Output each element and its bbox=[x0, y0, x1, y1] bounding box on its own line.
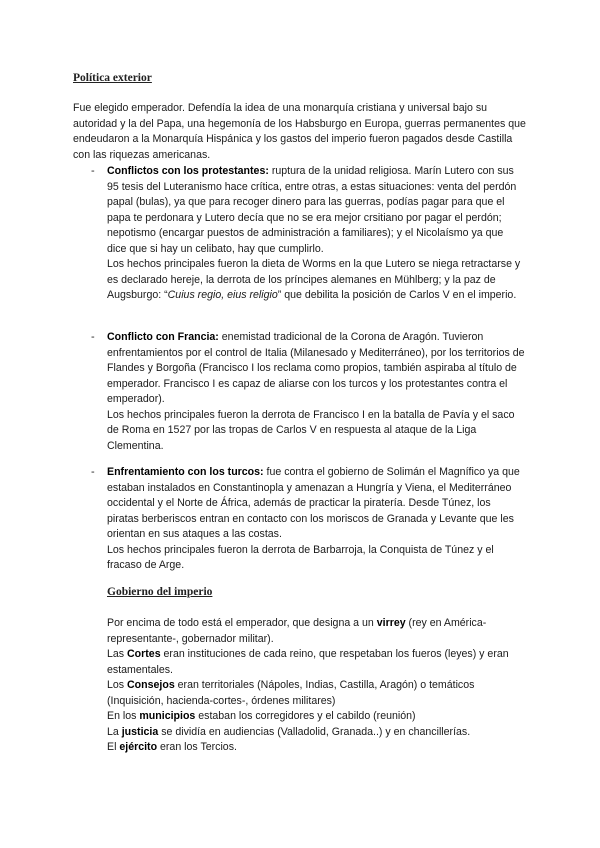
gobierno-text: eran instituciones de cada reino, que respetaban los fueros (leyes) y eran estamentales. bbox=[107, 648, 509, 676]
gobierno-text: La bbox=[107, 725, 122, 738]
intro-paragraph: Fue elegido emperador. Defendía la idea de una monarquía cristiana y universal bajo su autoridad y la del Papa, una hegemonía de los Habsburgo en Europa, guerras permanentes que endeudaron a la Monarquía Hispánica y los gastos del imperio fueron pagados desde Castilla con las riquezas americanas. bbox=[73, 102, 526, 161]
gobierno-text: Por encima de todo está el emperador, que designa a un bbox=[107, 617, 377, 629]
section-turcos bbox=[107, 465, 525, 574]
gobierno-text: Las bbox=[107, 648, 128, 660]
augsburgo-quote: Cuius regio, eius religio bbox=[167, 289, 278, 301]
francia-title: Conflicto con Francia: bbox=[107, 331, 219, 343]
francia-facts: Los hechos principales fueron la derrota de Francisco I en la batalla de Pavía y el saco de Roma en 1527 por las tropas de Carlos V en respuesta al ataque de la Liga Clementina. bbox=[107, 408, 515, 452]
francia-text: enemistad tradicional de la Corona de Aragón. Tuvieron enfrentamientos por el control de Italia (Milanesado y Mediterráneo), por los territorios de Flandes y Borgoña (Francisco I los reclama como propios, también aspiraba al título de emperador. Francisco I es capaz de aliarse con los turcos y los protestantes contra el emperador). bbox=[107, 331, 525, 405]
protestantes-title: Conflictos con los protestantes: bbox=[107, 165, 269, 177]
protestantes-facts-text: Los hechos principales fueron la dieta de Worms en la que Lutero se niega retractarse y es declarado hereje, la derrota de los príncipes alemanes en Mühlberg; y la paz de Augsburgo: “ bbox=[107, 258, 521, 301]
section-gobierno bbox=[107, 616, 525, 756]
protestantes-text: ruptura de la unidad religiosa. Marín Lutero con sus 95 tesis del Luteranismo hace crítica, entre otras, a estas situaciones: venta del perdón papal (bulas), ya que para recoger dinero para las guerras, podías pagar para que el papa te perdonara y Lutero decía que no se era mejor crsitiano por pagar el perdón; nepotismo (encargar puestos de administración a familiares); y el Nicolaísmo ya que dice que si hay un celibato, hay que cumplirlo. bbox=[107, 165, 517, 255]
term-consejos: Consejos bbox=[127, 679, 175, 691]
gobierno-justicia bbox=[107, 725, 525, 741]
gobierno-text: En los bbox=[107, 710, 140, 722]
gobierno-cortes bbox=[107, 647, 525, 678]
section-francia bbox=[107, 330, 525, 454]
term-ejercito: ejército bbox=[119, 741, 158, 753]
bullet-marker: - bbox=[91, 331, 95, 343]
term-municipios: municipios bbox=[139, 710, 196, 722]
turcos-paragraph bbox=[107, 465, 525, 543]
protestantes-facts bbox=[107, 257, 525, 304]
term-justicia: justicia bbox=[121, 725, 159, 738]
term-cortes: Cortes bbox=[127, 648, 161, 660]
bullet-marker: - bbox=[91, 466, 95, 478]
gobierno-text: Los bbox=[107, 679, 128, 691]
gobierno-municipios bbox=[107, 709, 525, 725]
gobierno-text: El bbox=[107, 741, 120, 753]
gobierno-text: eran los Tercios. bbox=[157, 741, 237, 753]
turcos-text: fue contra el gobierno de Solimán el Magnífico ya que estaban instalados en Constantinopla y amenazan a Hungría y Viena, el Mediterráneo occidental y el Norte de África, además de practicar la piratería. Desde Túnez, los piratas berberiscos entran en contacto con los moriscos de Granada y Levante que les orientan en sus ataques a las costas. bbox=[107, 466, 520, 540]
gobierno-text: estaban los corregidores y el cabildo (reunión) bbox=[195, 710, 416, 722]
gobierno-text: eran territoriales (Nápoles, Indias, Castilla, Aragón) o temáticos (Inquisición, hacienda-cortes-, órdenes militares) bbox=[107, 679, 475, 707]
term-virrey: virrey bbox=[376, 617, 406, 629]
heading-politica-exterior: Política exterior bbox=[73, 72, 152, 84]
francia-paragraph bbox=[107, 330, 525, 408]
gobierno-text: se dividía en audiencias (Valladolid, Granada..) y en chancillerías. bbox=[158, 725, 471, 738]
bullet-marker: - bbox=[91, 165, 95, 177]
turcos-facts: Los hechos principales fueron la derrota de Barbarroja, la Conquista de Túnez y el fracaso de Arge. bbox=[107, 543, 494, 571]
gobierno-consejos bbox=[107, 678, 525, 709]
section-protestantes bbox=[107, 164, 525, 304]
gobierno-virrey bbox=[107, 616, 525, 647]
gobierno-text: (rey en América-representante-, gobernador militar). bbox=[107, 617, 487, 645]
protestantes-paragraph bbox=[107, 164, 525, 257]
gobierno-ejercito bbox=[107, 740, 525, 756]
protestantes-facts-end: ” que debilita la posición de Carlos V en el imperio. bbox=[277, 289, 517, 301]
heading-gobierno-imperio: Gobierno del imperio bbox=[107, 586, 213, 598]
turcos-title: Enfrentamiento con los turcos: bbox=[107, 466, 264, 478]
